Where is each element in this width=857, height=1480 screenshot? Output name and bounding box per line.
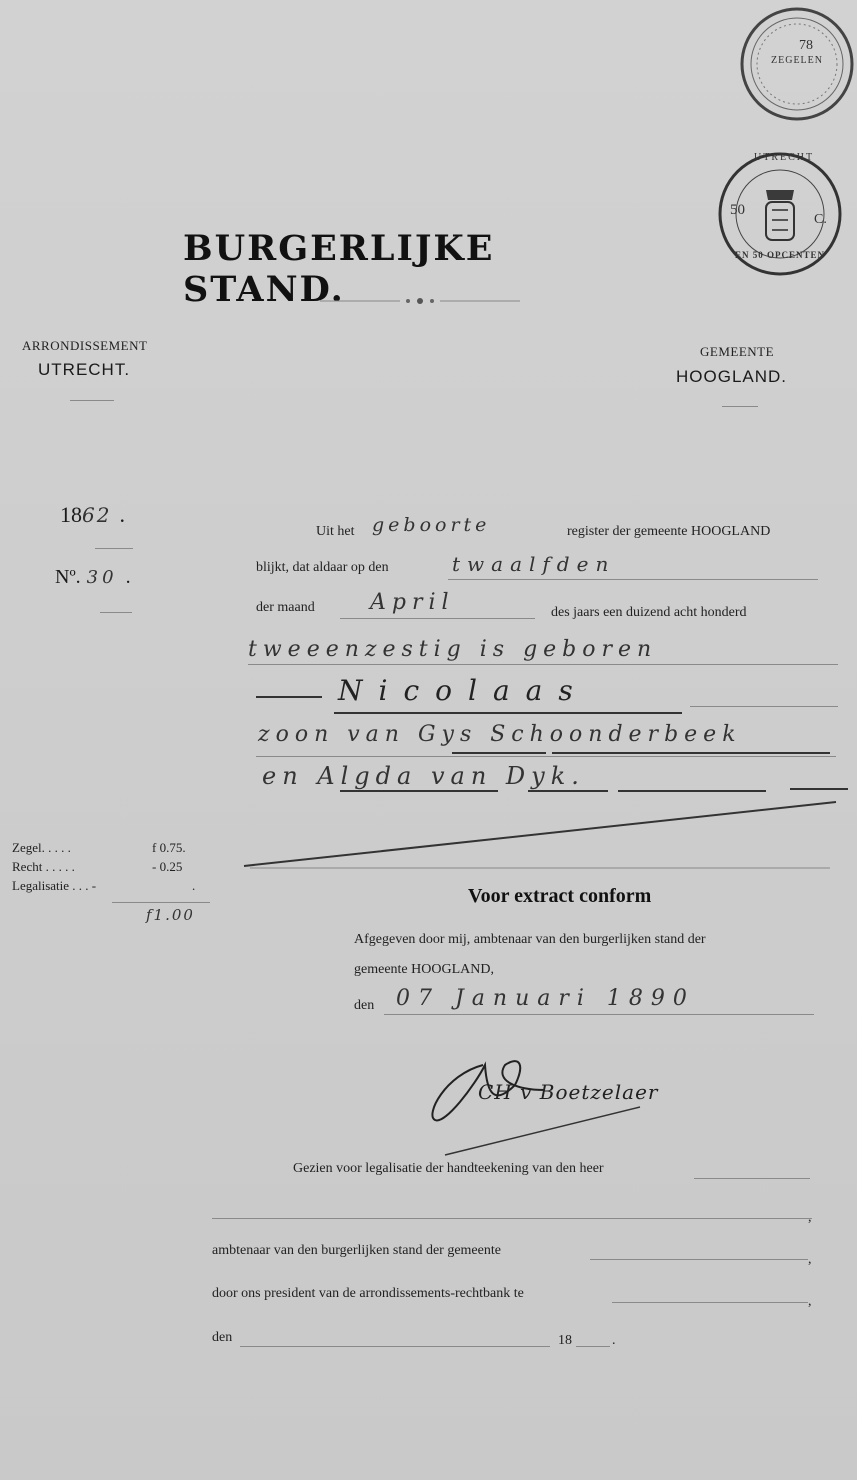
legal-den-label: den [212,1330,233,1345]
month-handwritten: April [370,590,455,615]
legal-line2-end: , [808,1210,812,1225]
legal-line3: ambtenaar van den burgerlijken stand der gemeente [212,1243,501,1258]
stamp-ring-text: UTRECHT [754,152,815,163]
recht-value: - 0.25 [152,859,183,874]
day-handwritten: twaalfden [452,552,616,576]
zegel-label: Zegel. . . . . [12,840,71,855]
year-words-handwritten: tweeenzestig is geboren [248,637,658,662]
record-year [60,502,125,528]
stamp-value-left: 50 [730,202,745,218]
record-number [55,566,131,589]
blijkt-label: blijkt, dat aldaar op den [256,560,389,575]
signature-text: CH v Boetzelaer [478,1080,659,1104]
extract-den-label: den [354,998,375,1013]
father-handwritten: zoon van Gys Schoonderbeek [258,722,742,747]
legal-line3-end: , [808,1252,812,1267]
closing-diagonal [240,796,840,876]
year-prefix: 18 [60,502,82,527]
document-title: BURGERLIJKE STAND. [183,228,495,310]
der-maand-label: der maand [256,600,315,615]
stamp-bottom-text: EN 50 OPCENTEN [734,250,825,260]
stamp-value-right: C. [814,212,827,227]
gemeente-label: GEMEENTE [700,344,775,359]
tax-stamp-78 [738,5,856,123]
child-name-handwritten: Nicolaas [338,674,589,707]
extract-line2: gemeente HOOGLAND, [354,962,494,977]
stamp-78-label: ZEGELEN [771,55,823,66]
register-rest: register der gemeente HOOGLAND [567,524,771,539]
utrecht-stamp [716,150,844,278]
extract-heading: Voor extract conform [468,885,652,907]
legalisatie-value: . [192,878,196,893]
legal-line4: door ons president van de arrondissements-rechtbank te [212,1286,524,1301]
fees-total: f1.00 [146,906,195,924]
extract-line1: Afgegeven door mij, ambtenaar van den burgerlijken stand der [354,932,706,947]
des-jaars-label: des jaars een duizend acht honderd [551,605,747,620]
number-handwritten: 30 [86,567,118,588]
gemeente-value: HOOGLAND. [676,367,788,386]
legalisatie-label: Legalisatie . . . - [12,878,97,893]
legal-line1: Gezien voor legalisatie der handteekening van den heer [293,1161,604,1176]
year-dot: . [119,502,125,527]
title-ornament [320,296,520,306]
legal-year-label: 18 [558,1333,572,1348]
register-type: geboorte [372,514,491,536]
extract-date-handwritten: 07 Januari 1890 [396,986,695,1011]
legal-year-dot: . [612,1333,616,1348]
arrondissement-label: ARRONDISSEMENT [22,338,148,353]
zegel-value: f 0.75. [152,840,186,855]
number-label: Nº. [55,566,81,588]
stamp-78-value: 78 [799,38,813,53]
year-handwritten: 62 [82,503,112,527]
legal-line4-end: , [808,1294,812,1309]
arrondissement-value: UTRECHT. [38,360,131,379]
number-dot: . [125,566,131,588]
mother-handwritten: en Algda van Dyk. [262,762,585,790]
recht-label: Recht . . . . . [12,859,75,874]
uit-het-label: Uit het [316,524,355,539]
